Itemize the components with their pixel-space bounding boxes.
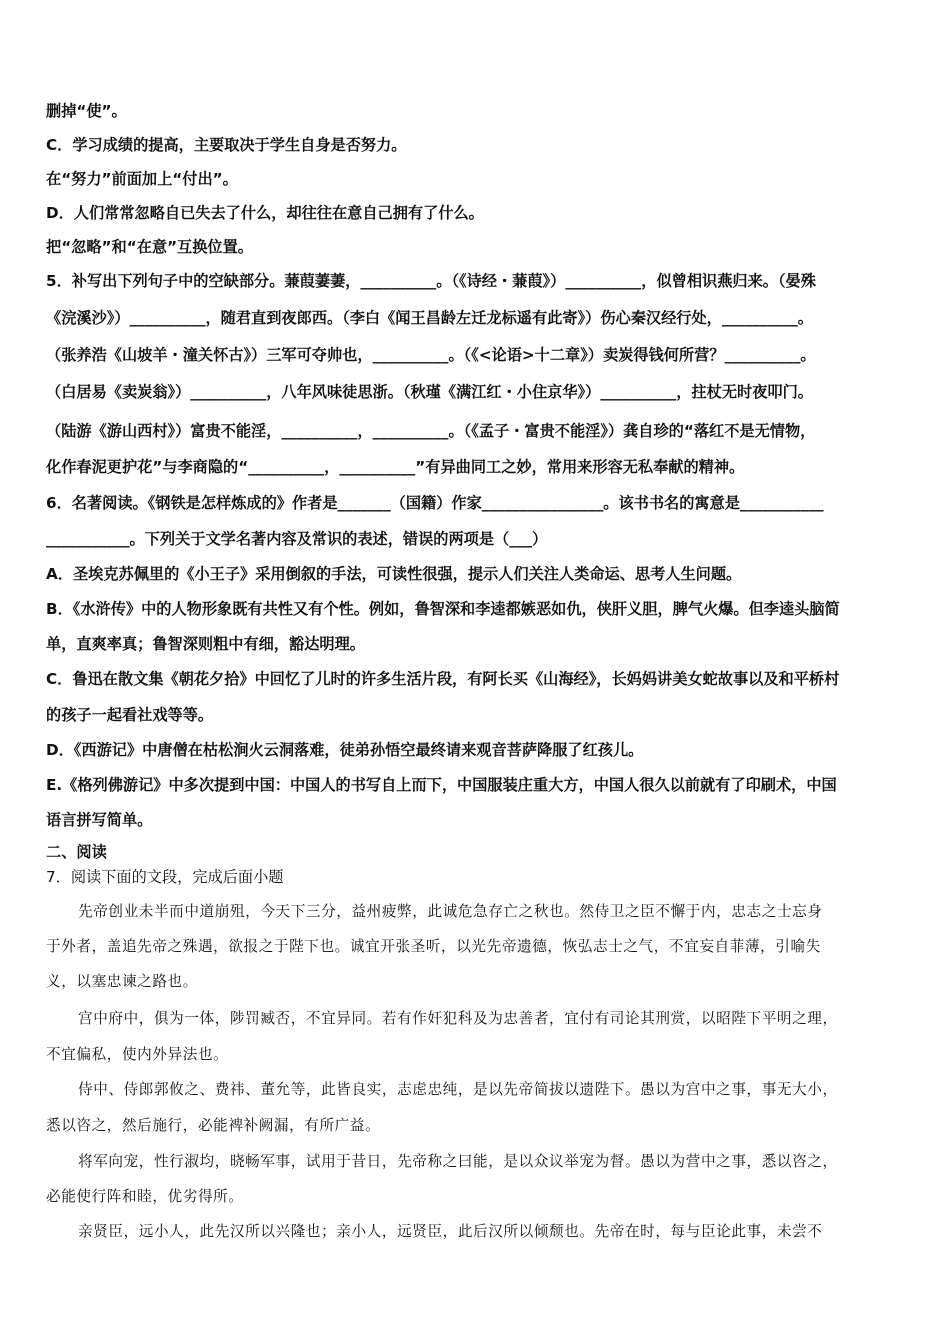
question-5-line: （张养浩《山坡羊・潼关怀古》）三军可夺帅也，__________。（《<论语>十二章》）卖炭得钱何所营？__________。 bbox=[46, 346, 816, 364]
question-5-line: （陆游《游山西村》）富贵不能淫，__________，__________。（《孟子・富贵不能淫》）龚自珍的“落红不是无情物， bbox=[46, 422, 816, 440]
answer-line: 删掉“使”。 bbox=[46, 102, 127, 120]
passage-line: 先帝创业未半而中道崩殂，今天下三分，益州疲弊，此诚危急存亡之秋也。然侍卫之臣不懈于内，忠志之士忘身 bbox=[78, 903, 823, 920]
option-e-cont: 语言拼写简单。 bbox=[46, 811, 153, 829]
section-title: 二、阅读 bbox=[46, 843, 107, 861]
question-5-line: 5．补写出下列句子中的空缺部分。蒹葭萋萋，__________。（《诗经・蒹葭》）__________，似曾相识燕归来。（晏殊 bbox=[46, 272, 816, 290]
option-e: E.《格列佛游记》中多次提到中国：中国人的书写自上而下，中国服装庄重大方，中国人很久以前就有了印刷术，中国 bbox=[46, 776, 837, 794]
passage-line: 于外者，盖追先帝之殊遇，欲报之于陛下也。诚宜开张圣听，以光先帝遗德，恢弘志士之气，不宜妄自菲薄，引喻失 bbox=[46, 938, 821, 955]
passage-line: 将军向宠，性行淑均，晓畅军事，试用于昔日，先帝称之曰能，是以众议举宠为督。愚以为营中之事，悉以咨之， bbox=[78, 1153, 838, 1170]
passage-line: 必能使行阵和睦，优劣得所。 bbox=[46, 1188, 244, 1205]
option-d: D．人们常常忽略自已失去了什么，却往往在意自己拥有了什么。 bbox=[46, 204, 484, 222]
question-5-line: 《浣溪沙》）__________，随君直到夜郎西。（李白《闻王昌龄左迁龙标遥有此寄》）伤心秦汉经行处，__________。 bbox=[46, 309, 813, 327]
question-6-line: 6．名著阅读。《钢铁是怎样炼成的》作者是_______（国籍）作家________________。该书书名的寓意是___________ bbox=[46, 494, 824, 512]
passage-line: 义，以塞忠谏之路也。 bbox=[46, 973, 198, 990]
option-b: B．《水浒传》中的人物形象既有共性又有个性。例如，鲁智深和李逵都嫉恶如仇，侠肝义胆，脾气火爆。但李逵头脑简 bbox=[46, 600, 840, 618]
question-5-line: （白居易《卖炭翁》）__________，八年风味徒思浙。（秋瑾《满江红・小住京华》）__________，拄杖无时夜叩门。 bbox=[46, 383, 813, 401]
option-b-cont: 单，直爽率真；鲁智深则粗中有细，豁达明理。 bbox=[46, 635, 365, 653]
option-a: A．圣埃克苏佩里的《小王子》采用倒叙的手法，可读性很强，提示人们关注人类命运、思考人生问题。 bbox=[46, 565, 742, 583]
answer-line: 把“忽略”和“在意”互换位置。 bbox=[46, 238, 253, 256]
option-c: C．鲁迅在散文集《朝花夕拾》中回忆了儿时的许多生活片段，有阿长买《山海经》，长妈妈讲美女蛇故事以及和平桥村 bbox=[46, 670, 840, 688]
question-6-line: ___________。下列关于文学名著内容及常识的表述，错误的两项是（___） bbox=[46, 530, 548, 548]
option-d: D．《西游记》中唐僧在枯松涧火云洞落难，徒弟孙悟空最终请来观音菩萨降服了红孩儿。 bbox=[46, 741, 644, 759]
question-5-line: 化作春泥更护花”与李商隐的“__________，__________”有异曲同工之妙，常用来形容无私奉献的精神。 bbox=[46, 458, 745, 476]
passage-line: 悉以咨之，然后施行，必能裨补阙漏，有所广益。 bbox=[46, 1117, 381, 1134]
option-c-cont: 的孩子一起看社戏等等。 bbox=[46, 706, 214, 724]
passage-line: 亲贤臣，远小人，此先汉所以兴隆也；亲小人，远贤臣，此后汉所以倾颓也。先帝在时，每与臣论此事，未尝不 bbox=[78, 1223, 823, 1240]
answer-line: 在“努力”前面加上“付出”。 bbox=[46, 170, 238, 188]
option-c: C．学习成绩的提高，主要取决于学生自身是否努力。 bbox=[46, 136, 407, 154]
question-7-prompt: 7．阅读下面的文段，完成后面小题 bbox=[46, 868, 284, 886]
passage-line: 宫中府中，俱为一体，陟罚臧否，不宜异同。若有作奸犯科及为忠善者，宜付有司论其刑赏，以昭陛下平明之理， bbox=[78, 1010, 838, 1027]
passage-line: 侍中、侍郎郭攸之、费祎、董允等，此皆良实，志虑忠纯，是以先帝简拔以遗陛下。愚以为宫中之事，事无大小， bbox=[78, 1081, 838, 1098]
passage-line: 不宜偏私，使内外异法也。 bbox=[46, 1046, 229, 1063]
